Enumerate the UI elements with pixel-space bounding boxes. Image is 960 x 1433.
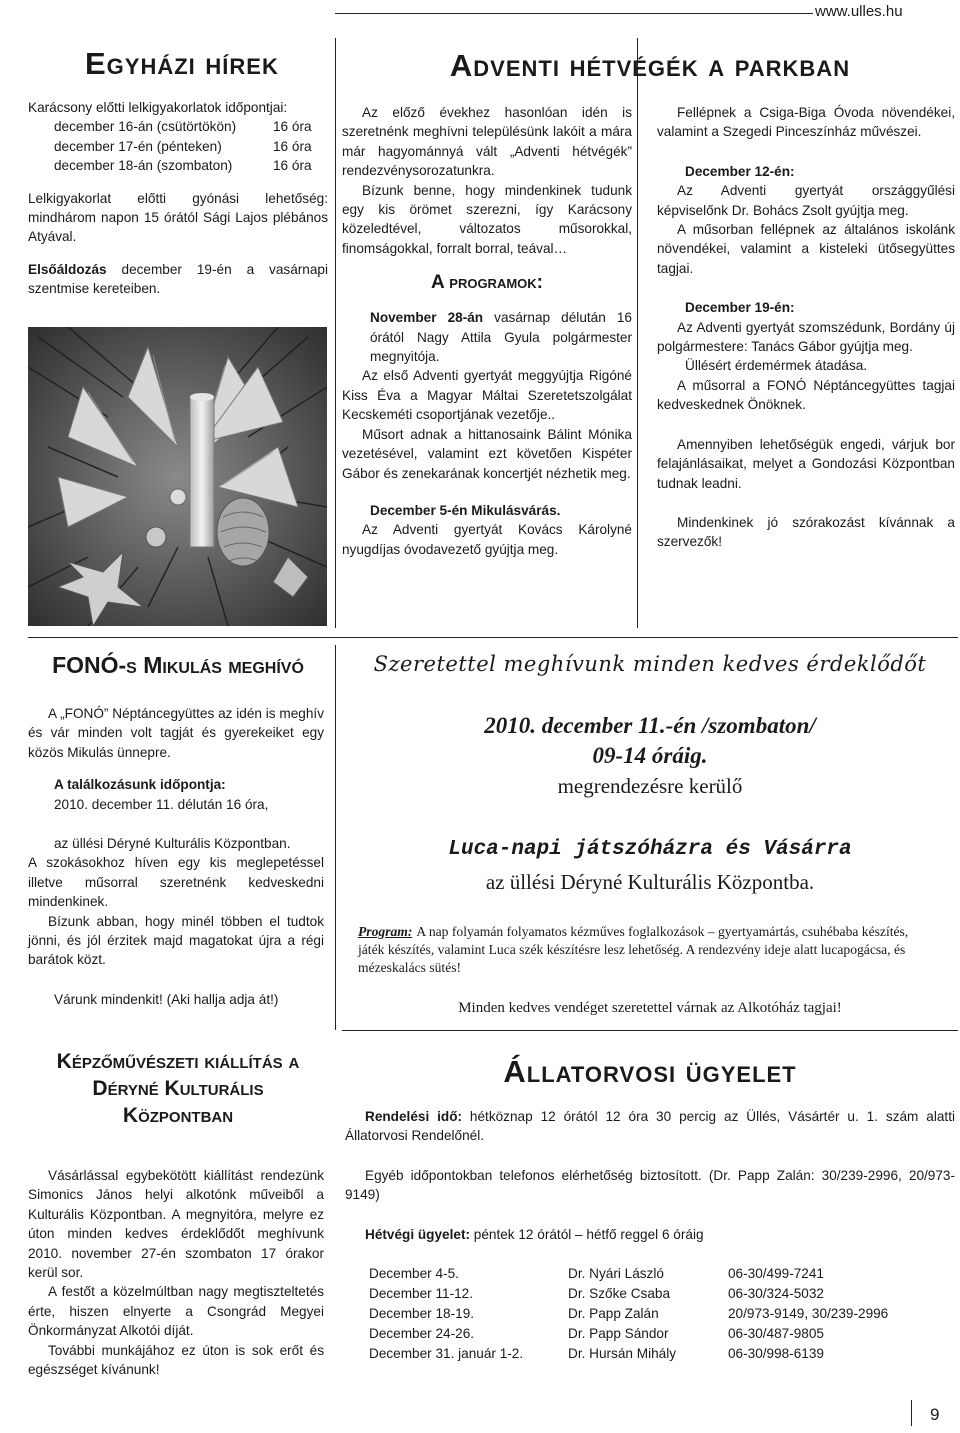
site-url[interactable]: www.ulles.hu (815, 3, 903, 20)
advent-wreath-image (28, 327, 327, 626)
egyhazi-section (28, 98, 328, 299)
ugyelet-doctor: Dr. Hursán Mihály (568, 1346, 677, 1362)
column-rule-lower (335, 645, 336, 1030)
programok-heading: A programok: (430, 272, 543, 294)
ugyelet-date: December 31. január 1-2. (369, 1346, 524, 1362)
kepzo-p1: Vásárlással egybekötött kiállítást rendezünk Simonics János helyi alkotónk műveiből a Kulturális Központban. A megnyitóra, melyre ez úton minden kedves érdeklődőt meghívunk 2010. november 27-én szombaton 17 órakor kerül sor. (28, 1168, 324, 1281)
hetvegi-ugyelet-text: péntek 12 órától – hétfő reggel 6 óráig (470, 1226, 704, 1242)
rendelesi-ido-label: Rendelési idő: (365, 1109, 463, 1124)
ugyelet-date: December 18-19. (369, 1306, 475, 1322)
kepzo-title-line1: Képzőművészeti kiállítás a (56, 1050, 300, 1073)
table-row (369, 1264, 888, 1284)
section-rule (28, 637, 958, 638)
hetvegi-ugyelet (345, 1225, 955, 1244)
dec19-text: Az Adventi gyertyát szomszédunk, Bordány új polgármestere: Tanács Gábor gyújtja meg. (657, 319, 955, 355)
luca-place: az üllési Déryné Kulturális Központba. (485, 870, 815, 894)
allatorvos-section (345, 1107, 955, 1364)
fono-p1: A „FONÓ” Néptáncegyüttes az idén is meghív és vár minden volt tagját és gyerekeiket egy közös Mikulás ünnepre. (28, 706, 324, 760)
kepzo-section (28, 1166, 324, 1379)
schedule-time: 16 óra (273, 158, 312, 174)
fono-date-label: A találkozásunk időpontja: (54, 777, 226, 793)
ugyelet-doctor: Dr. Papp Sándor (568, 1326, 669, 1342)
column-rule-mid (637, 38, 638, 628)
page-number: 9 (930, 1405, 940, 1424)
kepzo-p2: A festőt a közelmúltban nagy megtiszteltetés érte, hiszen elnyerte a Csongrád Megyei Önkormányzat Alkotói díját. (28, 1284, 324, 1339)
nov28-text (342, 308, 632, 366)
fono-p4: Várunk mindenkit! (Aki hallja adja át!) (54, 991, 279, 1007)
ugyelet-doctor: Dr. Szőke Csaba (568, 1286, 670, 1302)
egyhazi-title: Egyházi hírek (85, 46, 279, 81)
ugyelet-phone: 06-30/499-7241 (728, 1266, 824, 1282)
nov28-rest: vasárnap délután 16 órától Nagy Attila Gyula polgármester megnyitója. (370, 310, 632, 365)
luca-date2: 09-14 óráig. (592, 743, 708, 768)
ugyelet-table (369, 1264, 888, 1364)
fono-place: az üllési Déryné Kulturális Központban. (54, 836, 291, 852)
adventi-p4: Műsort adnak a hittanosaink Bálint Mónika vezetésével, valamint ezt követően Kispéter Gábor és zenekarának koncertjét nézhetik meg. (342, 426, 632, 481)
schedule-date: december 17-én (pénteken) (54, 138, 222, 154)
adventi-r3: Mindenkinek jó szórakozást kívánnak a szervezők! (657, 514, 955, 550)
fono-date-value: 2010. december 11. délután 16 óra, (54, 796, 269, 812)
dec12-label: December 12-én: (685, 163, 795, 179)
elsoaldozas-rest: december 19-én a vasárnapi szentmise kereteiben. (28, 261, 328, 297)
fono-title: FONÓ-s Mikulás meghívó (52, 652, 304, 678)
luca-megrend: megrendezésre kerülő (557, 774, 743, 798)
adventi-p1: Az előző évekhez hasonlóan idén is szeretnénk meghívni településünk lakóit a mára már hagyománnyá vált „Adventi hétvégék” rendezvénysorozatunkra. (342, 105, 632, 179)
elsoaldozas-text (28, 260, 328, 299)
ugyelet-date: December 24-26. (369, 1326, 475, 1342)
dec12-text2: A műsorban fellépnek az általános iskolánk növendékei, valamint a kisteleki ütősegyüttes tagjai. (657, 222, 955, 276)
luca-date1: 2010. december 11.-én /szombaton/ (484, 713, 816, 738)
footer-rule (911, 1400, 912, 1426)
kepzo-title-line3: Központban (122, 1104, 234, 1127)
program-label: Program: (358, 924, 413, 939)
adventi-title: Adventi hétvégék a parkban (449, 48, 851, 83)
ugyelet-doctor: Dr. Papp Zalán (568, 1306, 659, 1322)
fono-p2: A szokásokhoz híven egy kis meglepetéssel illetve műsorral szeretnénk kedveskedni mindenkinek. (28, 855, 324, 910)
nov28-label: November 28-án (370, 310, 484, 326)
kepzo-title (28, 1048, 328, 1129)
program-text: A nap folyamán folyamatos kézműves foglalkozások – gyertyamártás, csuhébaba készítés, játék készítés, valamint Luca szék készítésre lesz lehetőség. A rendezvény ideje alatt lucapogácsa, és mézeskalács sütés! (358, 924, 909, 975)
schedule-date: december 18-án (szombaton) (54, 158, 233, 174)
gyonas-text: Lelkigyakorlat előtti gyónási lehetőség: mindhárom napon 15 órától Sági Lajos plébános Atyával. (28, 190, 328, 245)
schedule-row (28, 117, 328, 136)
advent-wreath-photo (28, 327, 327, 626)
dec19-label: December 19-én: (685, 300, 795, 316)
dec19-text2: Üllésért érdemérmek átadása. (685, 358, 868, 374)
adventi-col2 (657, 103, 955, 552)
hetvegi-ugyelet-label: Hétvégi ügyelet: (365, 1226, 470, 1242)
column-rule-left (335, 38, 336, 628)
allatorvos-title: Állatorvosi ügyelet (503, 1054, 797, 1089)
dec5-text: Az Adventi gyertyát Kovács Károlyné nyugdíjas óvodavezető gyújtja meg. (342, 522, 632, 557)
schedule-date: december 16-án (csütörtökön) (54, 119, 237, 135)
table-row (369, 1284, 888, 1304)
schedule-time: 16 óra (273, 138, 312, 154)
adventi-col1 (342, 103, 632, 559)
dec12-text: Az Adventi gyertyát országgyűlési képviselőnk Dr. Bohács Zsolt gyújtja meg. (657, 183, 955, 218)
header-rule (335, 13, 813, 14)
section-rule-right (342, 1030, 958, 1031)
luca-program (358, 923, 930, 977)
luca-event: Luca-napi játszóházra és Vásárra (448, 838, 852, 861)
rendelesi-ido-text: hétköznap 12 órától 12 óra 30 percig az Üllés, Vásártér u. 1. szám alatti Állatorvosi Rendelőnél. (345, 1109, 955, 1144)
schedule-time: 16 óra (273, 119, 312, 135)
egyhazi-intro: Karácsony előtti lelkigyakorlatok időpontjai: (28, 100, 288, 115)
rendelesi-ido (345, 1107, 955, 1146)
ugyelet-date: December 4-5. (369, 1266, 459, 1282)
luca-invite: Szeretettel meghívunk minden kedves érdeklődőt (373, 652, 927, 676)
ugyelet-date: December 11-12. (369, 1286, 474, 1302)
ugyelet-phone: 20/973-9149, 30/239-2996 (728, 1306, 889, 1322)
ugyelet-phone: 06-30/487-9805 (728, 1326, 824, 1342)
adventi-r2: Amennyiben lehetőségük engedi, várjuk bor felajánlásaikat, melyet a Gondozási Központban tudnak leadni. (657, 436, 955, 491)
ugyelet-phone: 06-30/998-6139 (728, 1346, 824, 1362)
dec5-label: December 5-én Mikulásvárás. (370, 502, 561, 518)
ugyelet-doctor: Dr. Nyári László (568, 1266, 664, 1282)
table-row (369, 1324, 888, 1344)
dec19-text3: A műsorral a FONÓ Néptáncegyüttes tagjai kedveskednek Önöknek. (657, 377, 955, 413)
adventi-p2: Bízunk benne, hogy mindenkinek tudunk egy kis örömet szerezni, így Karácsony közeledtével, változatos műsorokkal, finomságokkal, forralt borral, teával… (342, 182, 632, 256)
adventi-p3: Az első Adventi gyertyát meggyújtja Rigóné Kiss Éva a Magyar Máltai Szeretetszolgálat Kecskeméti csoportjának vezetője.. (342, 368, 632, 423)
ugyelet-phone: 06-30/324-5032 (728, 1286, 824, 1302)
table-row (369, 1344, 888, 1364)
kepzo-title-line2: Déryné Kulturális (92, 1077, 264, 1100)
schedule-row (28, 137, 328, 156)
egyeb-idopontok: Egyéb időpontokban telefonos elérhetőség biztosított. (Dr. Papp Zalán: 30/239-2996, 20/973-9149) (345, 1167, 955, 1203)
elsoaldozas-label: Elsőáldozás (28, 261, 107, 277)
adventi-r1: Fellépnek a Csiga-Biga Óvoda növendékei, valamint a Szegedi Pinceszínház művészei. (657, 105, 955, 140)
luca-welcome: Minden kedves vendéget szeretettel várnak az Alkotóház tagjai! (458, 1000, 842, 1016)
table-row (369, 1304, 888, 1324)
fono-p3: Bízunk abban, hogy minél többen el tudtok jönni, és jól érzitek majd magatokat újra a régi barátok közt. (28, 913, 324, 968)
fono-section (28, 704, 324, 1009)
schedule-row (28, 156, 328, 175)
kepzo-p3: További munkájához ez úton is sok erőt és egészséget kívánunk! (28, 1342, 324, 1378)
